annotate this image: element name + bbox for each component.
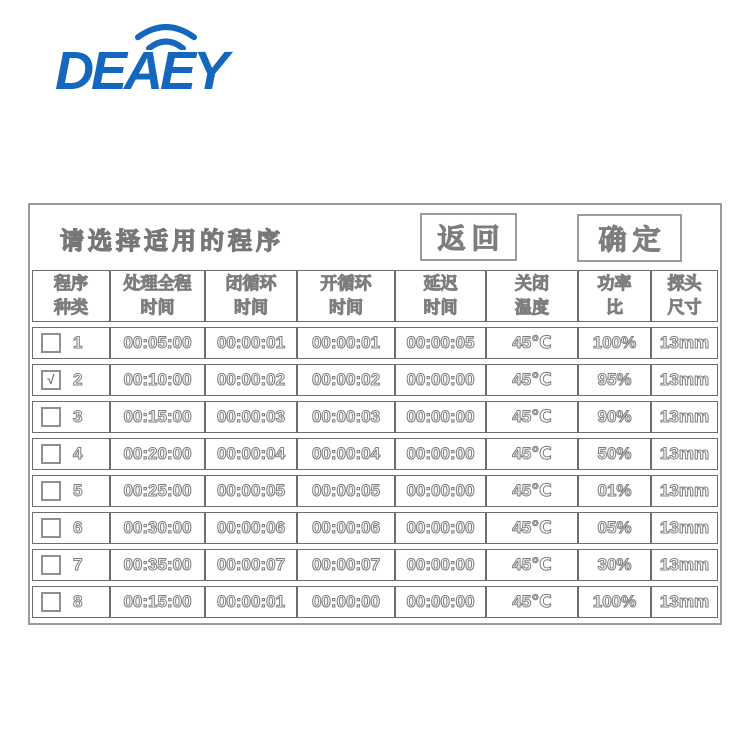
program-number: 1 (73, 333, 83, 353)
brand-logo-text: DEAEY (55, 41, 227, 101)
cell-total_time: 00:35:00 (110, 549, 205, 581)
cell-probe: 13mm (651, 586, 718, 618)
brand-logo (55, 14, 265, 101)
table-row[interactable] (32, 475, 718, 507)
cell-power: 50% (578, 438, 651, 470)
cell-probe: 13mm (651, 438, 718, 470)
program-checkbox[interactable] (41, 444, 61, 464)
cell-total_time: 00:10:00 (110, 364, 205, 396)
cell-open_loop: 00:00:04 (297, 438, 395, 470)
cell-delay: 00:00:00 (395, 364, 486, 396)
cell-closed_loop: 00:00:05 (205, 475, 297, 507)
cell-temp: 45℃ (486, 401, 578, 433)
table-row[interactable] (32, 327, 718, 359)
program-number: 8 (73, 592, 83, 612)
cell-closed_loop: 00:00:01 (205, 586, 297, 618)
cell-program (32, 327, 110, 359)
column-header-8: 探头 尺寸 (651, 270, 718, 322)
cell-temp: 45℃ (486, 586, 578, 618)
back-button[interactable] (420, 213, 517, 261)
cell-delay: 00:00:00 (395, 401, 486, 433)
cell-power: 05% (578, 512, 651, 544)
table-row[interactable] (32, 364, 718, 396)
cell-open_loop: 00:00:03 (297, 401, 395, 433)
cell-power: 100% (578, 586, 651, 618)
column-header-4: 开循环 时间 (297, 270, 395, 322)
program-checkbox[interactable] (41, 481, 61, 501)
back-button-label: 返回 (437, 223, 506, 254)
cell-closed_loop: 00:00:03 (205, 401, 297, 433)
cell-power: 30% (578, 549, 651, 581)
cell-delay: 00:00:00 (395, 438, 486, 470)
cell-total_time: 00:15:00 (110, 401, 205, 433)
column-header-1: 程序 种类 (32, 270, 110, 322)
column-header-3: 闭循环 时间 (205, 270, 297, 322)
cell-delay: 00:00:00 (395, 586, 486, 618)
cell-open_loop: 00:00:05 (297, 475, 395, 507)
cell-probe: 13mm (651, 364, 718, 396)
program-checkbox[interactable] (41, 333, 61, 353)
cell-power: 01% (578, 475, 651, 507)
cell-delay: 00:00:00 (395, 475, 486, 507)
cell-program (32, 512, 110, 544)
cell-probe: 13mm (651, 327, 718, 359)
program-table (32, 265, 718, 623)
cell-temp: 45℃ (486, 512, 578, 544)
cell-program (32, 364, 110, 396)
table-row[interactable] (32, 586, 718, 618)
cell-open_loop: 00:00:00 (297, 586, 395, 618)
program-checkbox[interactable] (41, 592, 61, 612)
confirm-button[interactable] (577, 214, 682, 262)
cell-program (32, 475, 110, 507)
cell-closed_loop: 00:00:04 (205, 438, 297, 470)
cell-temp: 45℃ (486, 549, 578, 581)
cell-program (32, 549, 110, 581)
cell-power: 100% (578, 327, 651, 359)
cell-temp: 45℃ (486, 475, 578, 507)
cell-probe: 13mm (651, 512, 718, 544)
program-checkbox[interactable]: √ (41, 370, 61, 390)
program-number: 4 (73, 444, 83, 464)
confirm-button-label: 确定 (598, 224, 667, 255)
program-number: 7 (73, 555, 83, 575)
cell-closed_loop: 00:00:02 (205, 364, 297, 396)
cell-open_loop: 00:00:06 (297, 512, 395, 544)
table-row[interactable] (32, 549, 718, 581)
program-number: 2 (73, 370, 83, 390)
cell-open_loop: 00:00:02 (297, 364, 395, 396)
cell-total_time: 00:05:00 (110, 327, 205, 359)
cell-probe: 13mm (651, 475, 718, 507)
column-header-5: 延迟 时间 (395, 270, 486, 322)
program-number: 6 (73, 518, 83, 538)
column-header-6: 关闭 温度 (486, 270, 578, 322)
cell-probe: 13mm (651, 401, 718, 433)
cell-open_loop: 00:00:07 (297, 549, 395, 581)
program-checkbox[interactable] (41, 518, 61, 538)
column-header-7: 功率 比 (578, 270, 651, 322)
program-number: 5 (73, 481, 83, 501)
column-header-2: 处理全程 时间 (110, 270, 205, 322)
cell-delay: 00:00:05 (395, 327, 486, 359)
cell-closed_loop: 00:00:06 (205, 512, 297, 544)
cell-power: 95% (578, 364, 651, 396)
cell-total_time: 00:25:00 (110, 475, 205, 507)
cell-total_time: 00:20:00 (110, 438, 205, 470)
cell-probe: 13mm (651, 549, 718, 581)
cell-total_time: 00:15:00 (110, 586, 205, 618)
cell-total_time: 00:30:00 (110, 512, 205, 544)
cell-delay: 00:00:00 (395, 512, 486, 544)
table-row[interactable] (32, 512, 718, 544)
cell-delay: 00:00:00 (395, 549, 486, 581)
cell-open_loop: 00:00:01 (297, 327, 395, 359)
program-select-panel (28, 203, 722, 625)
cell-program (32, 586, 110, 618)
table-header-row (32, 270, 718, 322)
table-row[interactable] (32, 438, 718, 470)
cell-closed_loop: 00:00:01 (205, 327, 297, 359)
cell-program (32, 401, 110, 433)
cell-temp: 45℃ (486, 327, 578, 359)
panel-header (30, 205, 720, 265)
cell-closed_loop: 00:00:07 (205, 549, 297, 581)
program-number: 3 (73, 407, 83, 427)
program-checkbox[interactable] (41, 407, 61, 427)
program-checkbox[interactable] (41, 555, 61, 575)
wifi-outer-arc (138, 27, 194, 37)
page-title: 请选择适用的程序 (60, 228, 284, 255)
table-row[interactable] (32, 401, 718, 433)
cell-temp: 45℃ (486, 364, 578, 396)
cell-power: 90% (578, 401, 651, 433)
cell-program (32, 438, 110, 470)
cell-temp: 45℃ (486, 438, 578, 470)
